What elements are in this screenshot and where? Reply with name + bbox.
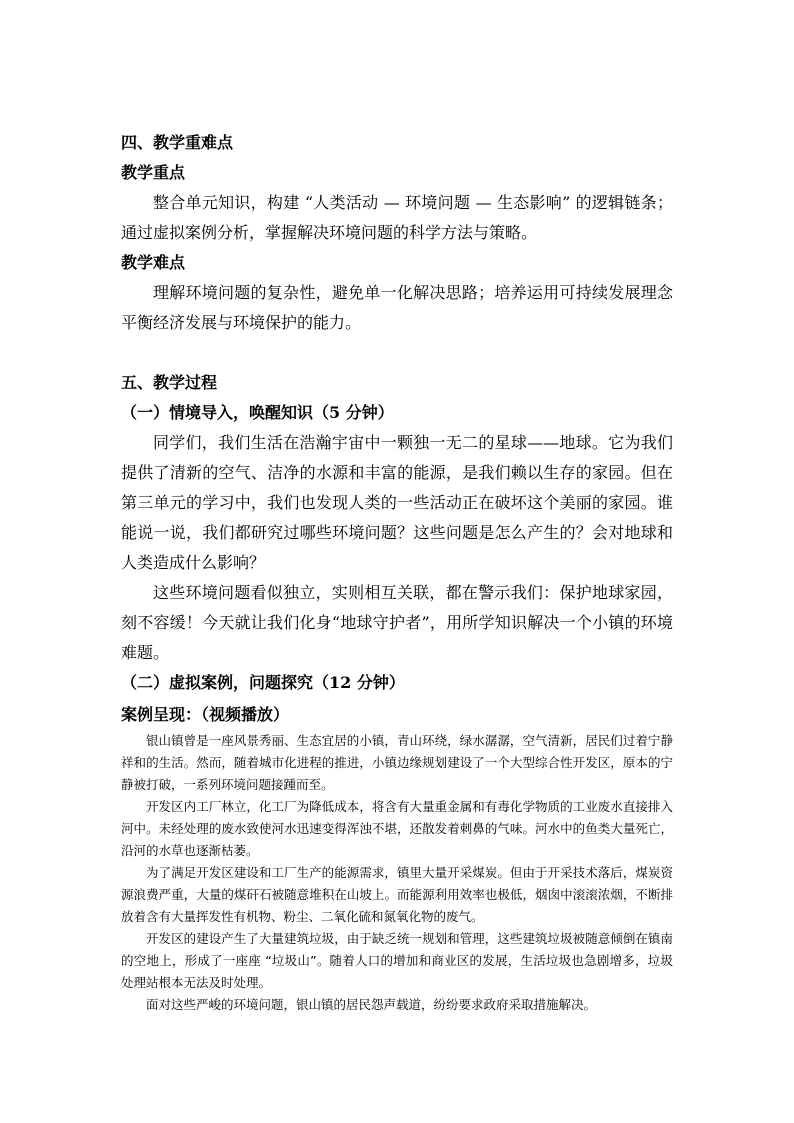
case-paragraph: 为了满足开发区建设和工厂生产的能源需求，镇里大量开采煤炭。但由于开采技术落后，煤炭资源浪费严重，大量的煤矸石被随意堆积在山坡上。而能源利用效率也极低，烟囱中滚滚浓烟，不断排放着含有大量挥发性有机物、粉尘、二氧化硫和氮氧化物的废气。 <box>121 865 673 924</box>
paragraph-intro-2: 这些环境问题看似独立，实则相互关联，都在警示我们：保护地球家园，刻不容缓！今天就让我们化身“地球守护者”，用所学知识解决一个小镇的环境难题。 <box>121 583 673 662</box>
case-paragraph: 面对这些严峻的环境问题，银山镇的居民怨声载道，纷纷要求政府采取措施解决。 <box>146 997 597 1012</box>
case-presentation-title: 案例呈现：（视频播放） <box>121 705 290 724</box>
paragraph-teaching-difficulty: 理解环境问题的复杂性，避免单一化解决思路；培养运用可持续发展理念平衡经济发展与环境保护的能力。 <box>121 283 673 332</box>
paragraph-intro-1: 同学们，我们生活在浩瀚宇宙中一颗独一无二的星球——地球。它为我们提供了清新的空气、洁净的水源和丰富的能源，是我们赖以生存的家园。但在第三单元的学习中，我们也发现人类的一些活动正在破坏这个美丽的家园。谁能说一说，我们都研究过哪些环境问题？这些问题是怎么产生的？会对地球和人类造成什么影响？ <box>121 433 673 572</box>
case-paragraph: 银山镇曾是一座风景秀丽、生态宜居的小镇，青山环绕，绿水潺潺，空气清新，居民们过着宁静祥和的生活。然而，随着城市化进程的推进，小镇边缘规划建设了一个大型综合性开发区，原本的宁静被打破，一系列环境问题接踵而至。 <box>121 733 673 792</box>
paragraph-teaching-focus: 整合单元知识，构建 “人类活动 — 环境问题 — 生态影响” 的逻辑链条；通过虚拟案例分析，掌握解决环境问题的科学方法与策略。 <box>121 193 673 242</box>
subheading-teaching-difficulty: 教学难点 <box>121 253 186 272</box>
section-heading-teaching-process: 五、教学过程 <box>121 373 218 392</box>
subheading-teaching-focus: 教学重点 <box>121 163 186 182</box>
case-paragraph: 开发区的建设产生了大量建筑垃圾，由于缺乏统一规划和管理，这些建筑垃圾被随意倾倒在镇南的空地上，形成了一座座 “垃圾山”。随着人口的增加和商业区的发展，生活垃圾也急剧增多，垃圾处理站根本无法及时处理。 <box>121 931 673 990</box>
subheading-virtual-case: （二）虚拟案例，问题探究（12 分钟） <box>121 673 405 692</box>
subheading-scenario-intro: （一）情境导入，唤醒知识（5 分钟） <box>121 403 394 422</box>
document-body <box>121 128 673 1016</box>
case-paragraph: 开发区内工厂林立，化工厂为降低成本，将含有大量重金属和有毒化学物质的工业废水直接排入河中。未经处理的废水致使河水迅速变得浑浊不堪，还散发着刺鼻的气味。河水中的鱼类大量死亡，沿河的水草也逐渐枯萎。 <box>121 799 673 858</box>
section-heading-key-points: 四、教学重难点 <box>121 133 234 152</box>
spacer <box>121 338 673 368</box>
